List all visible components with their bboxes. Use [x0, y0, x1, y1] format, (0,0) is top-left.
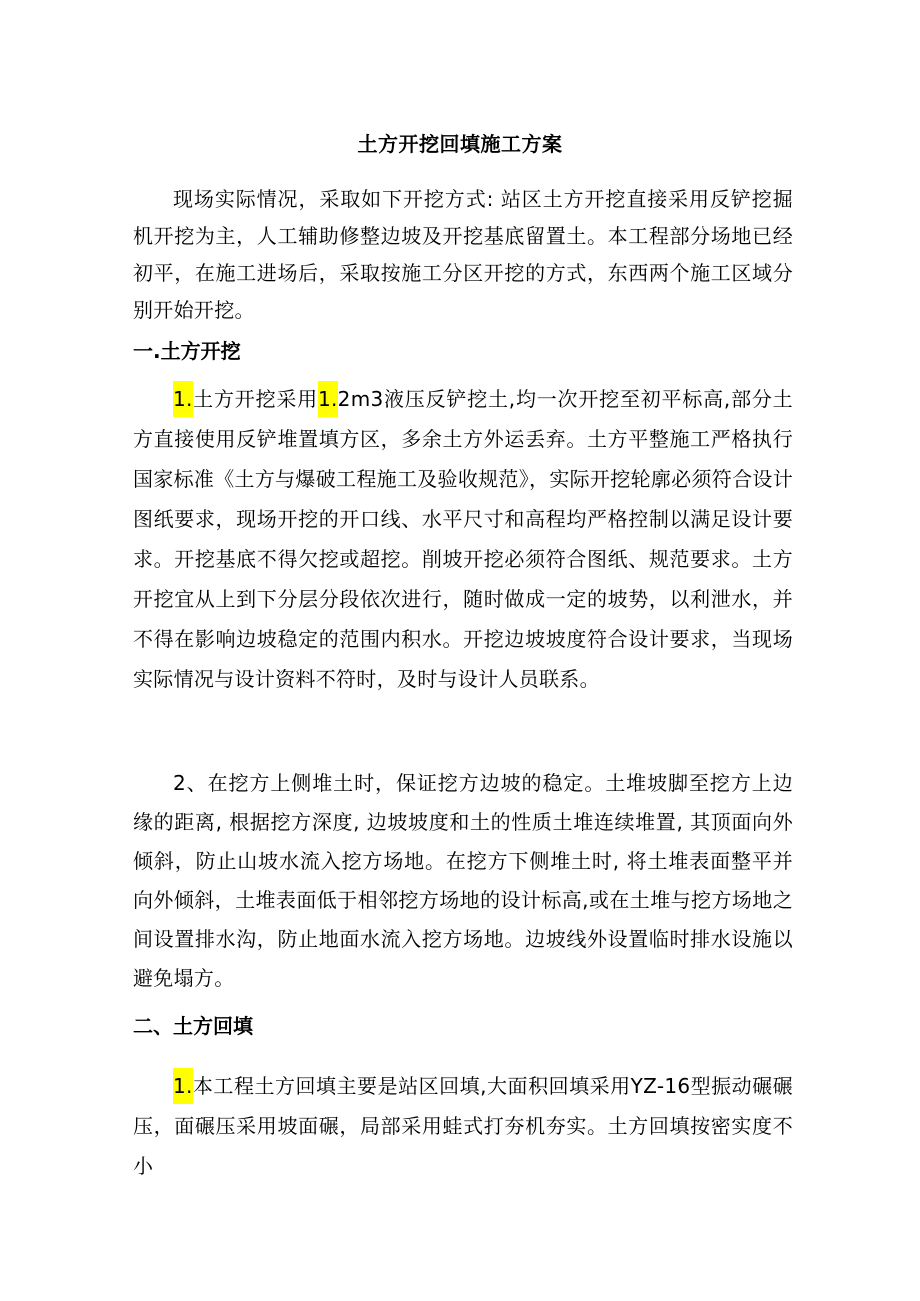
excavation-item-1-text-c: 2m3液压反铲挖土,均一次开挖至初平标高,部分土方直接使用反铲堆置填方区，多余土方外运丢弃。土方平整施工严格执行国家标准《土方与爆破工程施工及验收规范》，实际开挖轮廓必须符合设计图纸要求，现场开挖的开口线、水平尺寸和高程均严格控制以满足设计要求。开挖基底不得欠挖或超挖。削坡开挖必须符合图纸、规范要求。土方开挖宜从上到下分层分段依次进行，随时做成一定的坡势，以利泄水，并不得在影响边坡稳定的范围内积水。开挖边坡坡度符合设计要求，当现场实际情况与设计资料不符时，及时与设计人员联系。	[133, 387, 793, 691]
excavation-item-1	[133, 379, 793, 699]
section-heading-backfill: 二、土方回填	[133, 1014, 253, 1038]
backfill-item-1	[133, 1066, 793, 1186]
excavation-item-1-text-a: 土方开挖采用	[192, 387, 318, 411]
highlighted-item-number: 1.	[173, 1068, 193, 1104]
section-heading-excavation: 一.土方开挖	[133, 339, 241, 363]
highlighted-text: 1.	[318, 381, 338, 417]
excavation-item-2: 2、在挖方上侧堆土时，保证挖方边坡的稳定。土堆坡脚至挖方上边缘的距离, 根据挖方深度, 边坡坡度和土的性质土堆连续堆置, 其顶面向外倾斜，防止山坡水流入挖方场地。在挖方下侧堆土时, 将土堆表面整平并向外倾斜，土堆表面低于相邻挖方场地的设计标高,或在土堆与挖方场地之间设置排水沟，防止地面水流入挖方场地。边坡线外设置临时排水设施以避免塌方。	[133, 771, 793, 990]
document-title: 土方开挖回填施工方案	[357, 132, 563, 156]
intro-paragraph: 现场实际情况，采取如下开挖方式: 站区土方开挖直接采用反铲挖掘机开挖为主，人工辅助修整边坡及开挖基底留置土。本工程部分场地已经初平，在施工进场后，采取按施工分区开挖的方式，东西两个施工区域分别开始开挖。	[133, 187, 793, 322]
backfill-item-1-text: 本工程土方回填主要是站区回填,大面积回填采用YZ-16型振动碾碾压，面碾压采用坡面碾，局部采用蛙式打夯机夯实。土方回填按密实度不小	[133, 1074, 793, 1178]
highlighted-item-number: 1.	[173, 381, 193, 417]
